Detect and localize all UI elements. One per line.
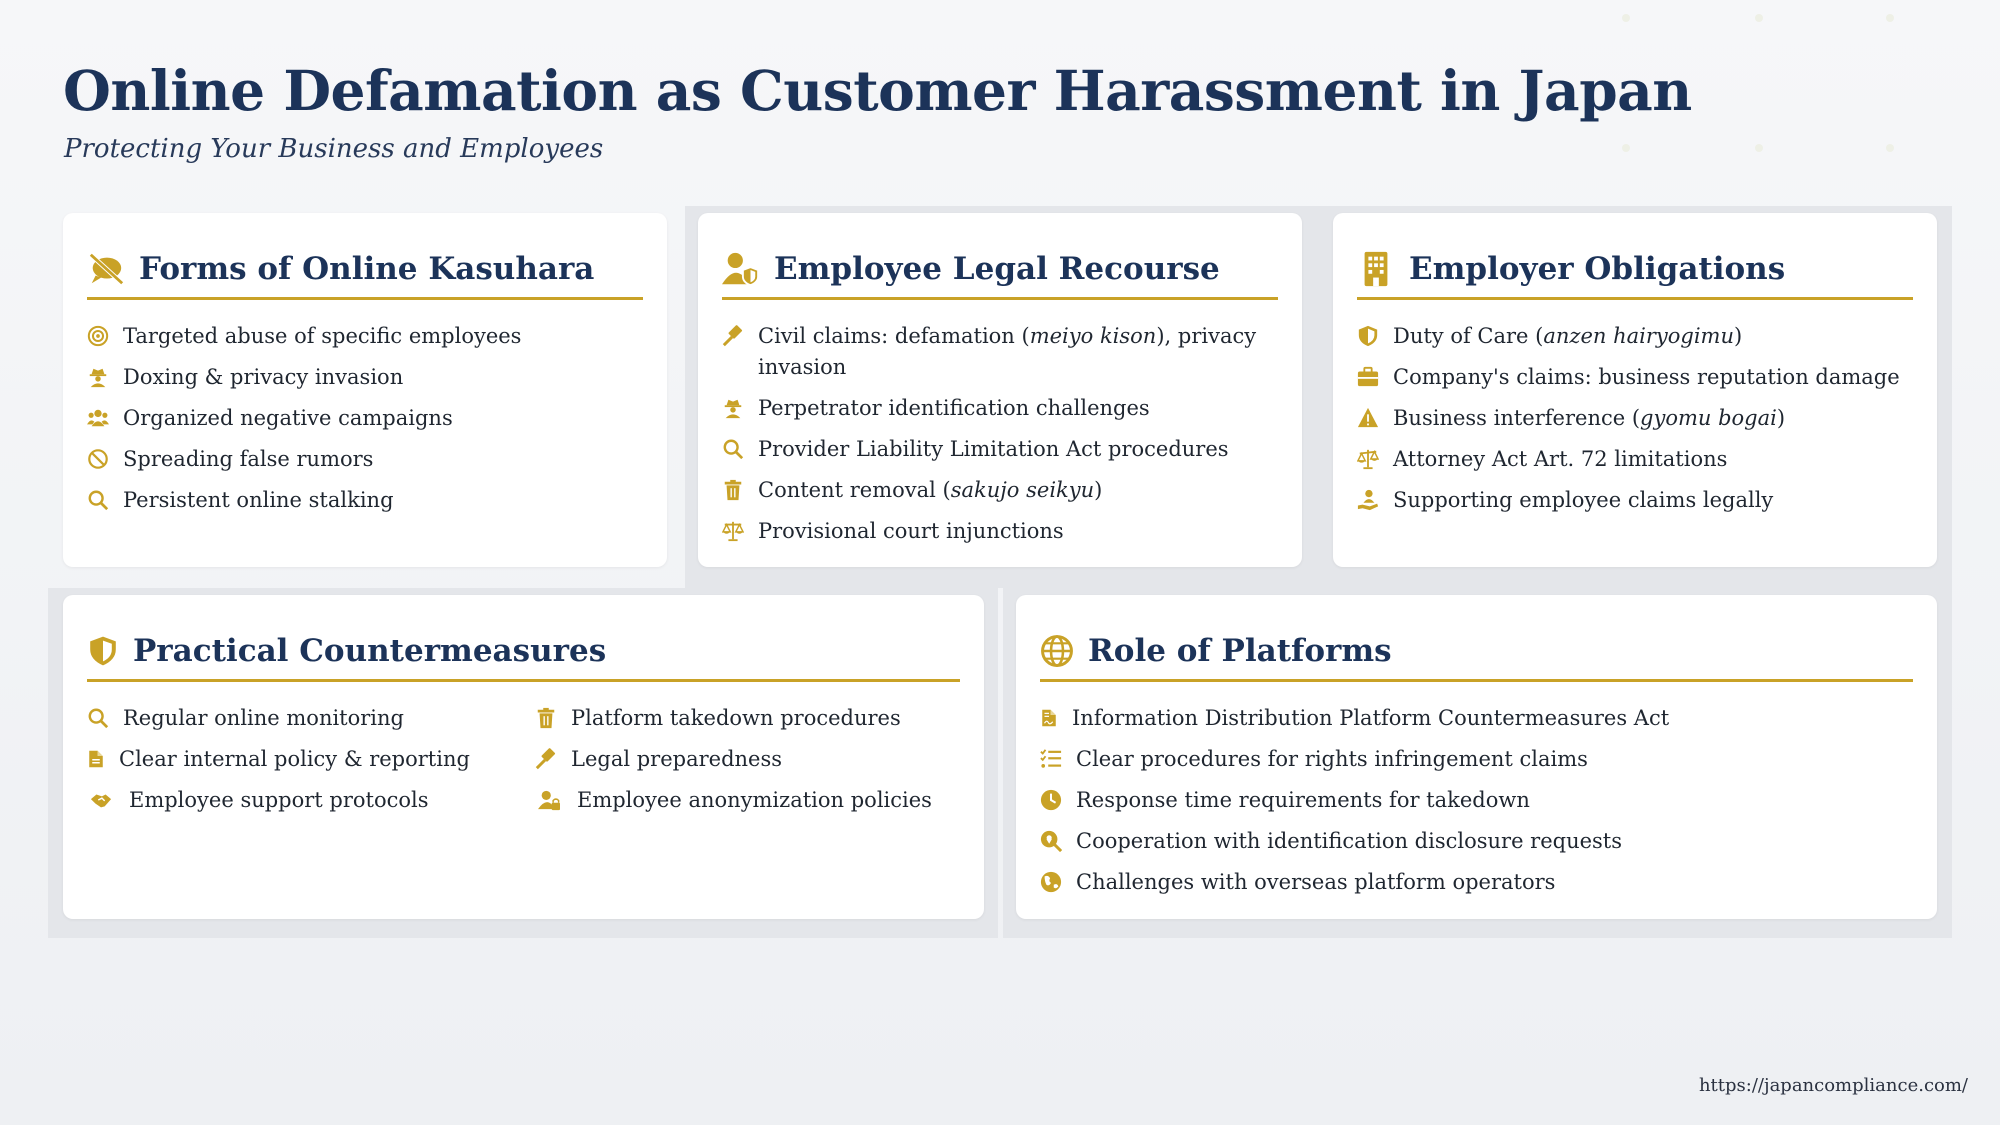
hand-holding-user-icon xyxy=(1357,489,1379,511)
recourse-list xyxy=(722,321,1282,557)
gavel-icon xyxy=(535,748,557,770)
card-forms-of-online-kasuhara xyxy=(63,213,667,567)
gavel-icon xyxy=(722,325,744,347)
list-item-text: Persistent online stalking xyxy=(123,488,394,512)
list-item xyxy=(1357,444,1917,475)
card-header xyxy=(87,623,960,682)
list-item-text: Perpetrator identification challenges xyxy=(758,396,1150,420)
list-item xyxy=(1040,744,1917,775)
scale-icon xyxy=(722,520,744,542)
list-item-text: Business interference (gyomu bogai) xyxy=(1393,406,1786,430)
list-item-text: Doxing & privacy invasion xyxy=(123,365,404,389)
shield-half-icon xyxy=(87,632,119,670)
countermeasures-right-list xyxy=(535,703,932,826)
card-header xyxy=(722,241,1278,300)
card-employer-obligations xyxy=(1333,213,1937,567)
list-item xyxy=(722,434,1282,465)
decorative-dot xyxy=(1622,14,1630,22)
list-item xyxy=(535,703,932,734)
card-practical-countermeasures xyxy=(63,595,984,919)
search-icon xyxy=(722,438,744,460)
list-item xyxy=(722,321,1282,383)
list-item-text: Organized negative campaigns xyxy=(123,406,453,430)
decorative-dot xyxy=(1622,144,1630,152)
card-header xyxy=(1040,623,1913,682)
handshake-icon xyxy=(87,789,115,811)
list-item-text: Employee anonymization policies xyxy=(577,788,932,812)
user-secret-icon xyxy=(722,397,744,419)
comment-slash-icon xyxy=(87,250,125,288)
briefcase-icon xyxy=(1357,366,1379,388)
user-secret-icon xyxy=(87,366,109,388)
decorative-dot xyxy=(1755,14,1763,22)
card-header xyxy=(87,241,643,300)
card-header xyxy=(1357,241,1913,300)
list-item xyxy=(87,403,647,434)
globe-icon xyxy=(1040,632,1074,670)
decorative-dot xyxy=(1755,144,1763,152)
building-icon xyxy=(1357,250,1395,288)
list-item-text: Provisional court injunctions xyxy=(758,519,1064,543)
clock-icon xyxy=(1040,789,1062,811)
list-item-text: Duty of Care (anzen hairyogimu) xyxy=(1393,324,1743,348)
list-item-text: Clear procedures for rights infringement claims xyxy=(1076,747,1588,771)
list-item-text: Challenges with overseas platform operators xyxy=(1076,870,1556,894)
list-item-text: Supporting employee claims legally xyxy=(1393,488,1774,512)
list-item xyxy=(722,393,1282,424)
list-item-text: Clear internal policy & reporting xyxy=(119,747,470,771)
list-item xyxy=(87,785,470,816)
list-item xyxy=(1040,867,1917,898)
search-icon xyxy=(87,707,109,729)
card-title: Role of Platforms xyxy=(1088,633,1392,669)
list-item xyxy=(535,744,932,775)
search-location-icon xyxy=(1040,830,1062,852)
target-icon xyxy=(87,325,109,347)
countermeasures-left-list xyxy=(87,703,470,826)
list-item-text: Spreading false rumors xyxy=(123,447,374,471)
user-lock-icon xyxy=(535,789,563,811)
card-employee-legal-recourse xyxy=(698,213,1302,567)
list-item-text: Provider Liability Limitation Act procedures xyxy=(758,437,1229,461)
ban-icon xyxy=(87,448,109,470)
decorative-dot xyxy=(1886,144,1894,152)
card-title: Employer Obligations xyxy=(1409,251,1786,287)
list-item xyxy=(1357,321,1917,352)
list-item xyxy=(1357,403,1917,434)
footer-url[interactable]: https://japancompliance.com/ xyxy=(1698,1075,1968,1096)
list-item xyxy=(87,744,470,775)
warning-icon xyxy=(1357,407,1379,429)
list-item xyxy=(1040,703,1917,734)
list-item xyxy=(1040,826,1917,857)
list-item xyxy=(87,703,470,734)
card-title: Forms of Online Kasuhara xyxy=(139,251,595,287)
page-title: Online Defamation as Customer Harassment in Japan xyxy=(63,58,1692,123)
list-item xyxy=(1357,485,1917,516)
file-contract-icon xyxy=(1040,707,1058,729)
list-item-text: Legal preparedness xyxy=(571,747,783,771)
list-item-text: Attorney Act Art. 72 limitations xyxy=(1393,447,1728,471)
user-shield-icon xyxy=(722,250,760,288)
list-item-text: Employee support protocols xyxy=(129,788,429,812)
list-item xyxy=(87,444,647,475)
list-item-text: Platform takedown procedures xyxy=(571,706,901,730)
list-item-text: Response time requirements for takedown xyxy=(1076,788,1530,812)
card-title: Practical Countermeasures xyxy=(133,633,607,669)
list-item-text: Content removal (sakujo seikyu) xyxy=(758,478,1103,502)
trash-icon xyxy=(722,479,744,501)
list-item xyxy=(1357,362,1917,393)
balance-icon xyxy=(1357,448,1379,470)
list-item xyxy=(87,485,647,516)
list-item-text: Regular online monitoring xyxy=(123,706,404,730)
search-icon xyxy=(87,489,109,511)
users-icon xyxy=(87,407,109,429)
file-icon xyxy=(87,748,105,770)
globe-americas-icon xyxy=(1040,871,1062,893)
card-title: Employee Legal Recourse xyxy=(774,251,1220,287)
list-item xyxy=(1040,785,1917,816)
list-check-icon xyxy=(1040,748,1062,770)
platforms-list xyxy=(1040,703,1917,908)
list-item xyxy=(722,475,1282,506)
list-item-text: Information Distribution Platform Countermeasures Act xyxy=(1072,706,1670,730)
list-item-text: Company's claims: business reputation damage xyxy=(1393,365,1900,389)
card-role-of-platforms xyxy=(1016,595,1937,919)
page-subtitle: Protecting Your Business and Employees xyxy=(64,134,604,164)
shield-icon xyxy=(1357,325,1379,347)
decorative-dot xyxy=(1886,14,1894,22)
obligations-list xyxy=(1357,321,1917,526)
list-item xyxy=(722,516,1282,547)
forms-list xyxy=(87,321,647,526)
list-item xyxy=(535,785,932,816)
list-item xyxy=(87,321,647,352)
list-item-text: Targeted abuse of specific employees xyxy=(123,324,522,348)
list-item xyxy=(87,362,647,393)
list-item-text: Cooperation with identification disclosure requests xyxy=(1076,829,1623,853)
trash-icon xyxy=(535,707,557,729)
list-item-text: Civil claims: defamation (meiyo kison), privacy invasion xyxy=(758,324,1257,379)
